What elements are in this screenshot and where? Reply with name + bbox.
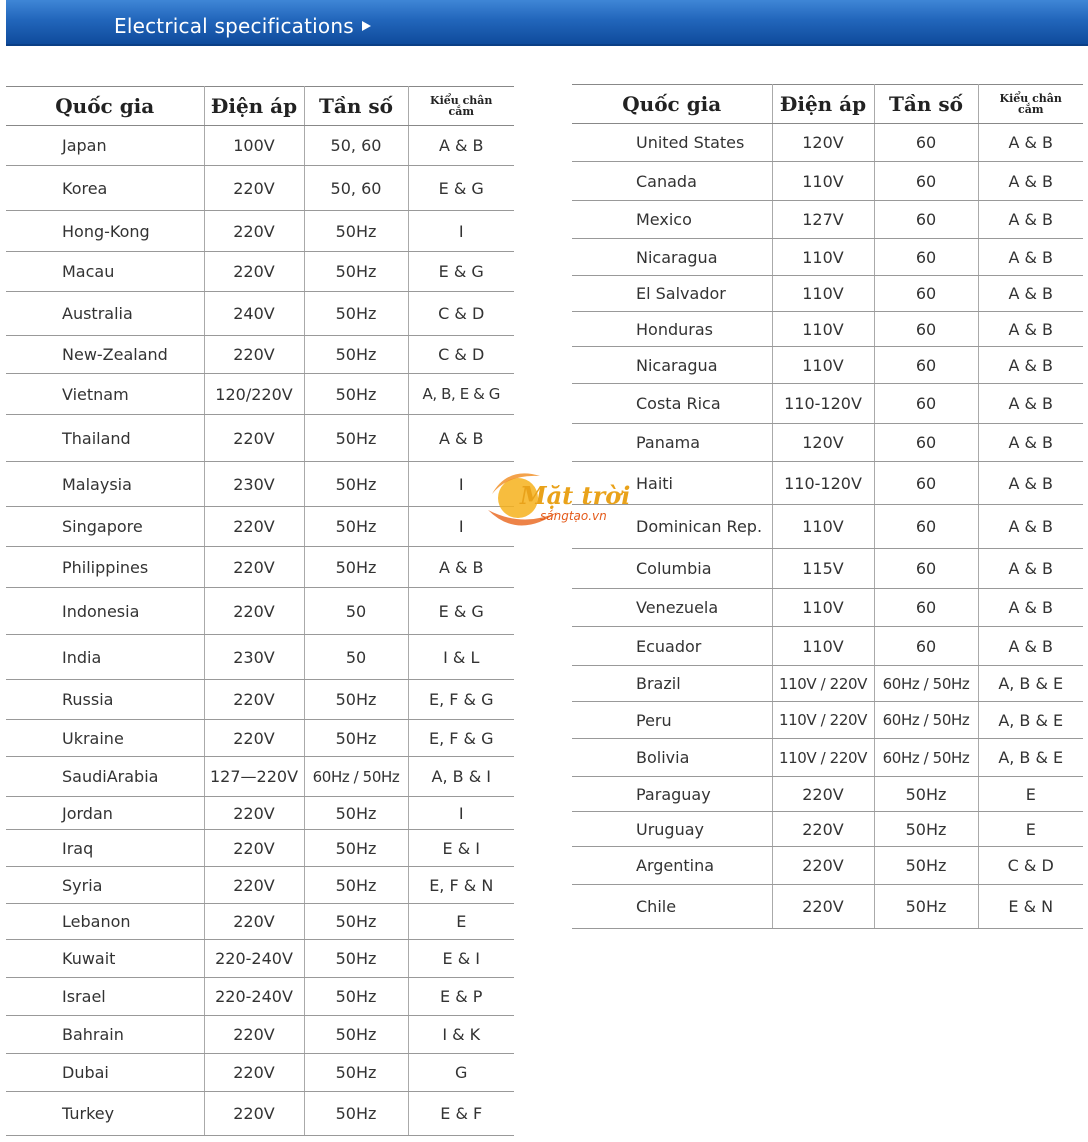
frequency-cell: 50Hz [304,415,408,462]
voltage-cell: 110-120V [772,384,874,424]
table-row [6,292,514,336]
plug-type-cell: E, F & G [408,680,514,720]
table-row [572,812,1083,847]
plug-type-cell: C & D [978,847,1083,885]
voltage-cell: 110V [772,239,874,276]
frequency-cell: 50Hz [304,374,408,415]
plug-type-cell: A, B & E [978,702,1083,739]
country-cell: Costa Rica [572,384,772,424]
country-cell: Russia [6,680,204,720]
header-frequency: Tần số [304,87,408,126]
voltage-cell: 220V [204,904,304,940]
frequency-cell: 60 [874,549,978,589]
plug-type-cell: G [408,1054,514,1092]
voltage-cell: 220V [204,336,304,374]
voltage-cell: 230V [204,635,304,680]
country-cell: Bahrain [6,1016,204,1054]
voltage-cell: 220V [204,547,304,588]
table-row [572,347,1083,384]
plug-type-cell: I [408,211,514,252]
frequency-cell: 50Hz [304,1092,408,1136]
frequency-cell: 60Hz / 50Hz [874,666,978,702]
table-row [6,336,514,374]
frequency-cell: 50, 60 [304,126,408,166]
frequency-cell: 50Hz [304,797,408,830]
frequency-cell: 60 [874,201,978,239]
spec-table-right [572,84,1083,929]
frequency-cell: 60 [874,347,978,384]
header-frequency: Tần số [874,85,978,124]
voltage-cell: 220V [204,211,304,252]
table-row [6,166,514,211]
table-row [572,462,1083,505]
frequency-cell: 50Hz [304,547,408,588]
voltage-cell: 240V [204,292,304,336]
country-cell: United States [572,124,772,162]
frequency-cell: 50 [304,635,408,680]
plug-type-cell: A, B, E & G [408,374,514,415]
table-row [6,635,514,680]
country-cell: Jordan [6,797,204,830]
table-row [6,1092,514,1136]
header-plug-type: Kiểu chân cắm [978,85,1083,124]
plug-type-cell: E & G [408,166,514,211]
country-cell: Hong-Kong [6,211,204,252]
plug-type-cell: A & B [978,505,1083,549]
frequency-cell: 60 [874,312,978,347]
plug-type-cell: A & B [978,627,1083,666]
voltage-cell: 220V [204,1016,304,1054]
frequency-cell: 60 [874,384,978,424]
table-row [6,126,514,166]
voltage-cell: 220V [204,680,304,720]
plug-type-cell: A, B & I [408,757,514,797]
frequency-cell: 50Hz [304,211,408,252]
table-row [572,384,1083,424]
frequency-cell: 60 [874,505,978,549]
voltage-cell: 220V [204,507,304,547]
frequency-cell: 60 [874,162,978,201]
spec-table-left [6,86,514,1136]
frequency-cell: 60Hz / 50Hz [304,757,408,797]
plug-type-cell: A & B [978,312,1083,347]
voltage-cell: 220V [772,812,874,847]
table-row [6,1054,514,1092]
voltage-cell: 220V [204,415,304,462]
table-row [572,201,1083,239]
country-cell: Macau [6,252,204,292]
plug-type-cell: I & K [408,1016,514,1054]
header-country: Quốc gia [572,85,772,124]
table-row [572,777,1083,812]
table-row [6,830,514,867]
header-voltage: Điện áp [204,87,304,126]
plug-type-cell: A & B [978,162,1083,201]
table-row [6,757,514,797]
table-row [572,424,1083,462]
plug-type-cell: A & B [978,201,1083,239]
sun-logo-watermark [478,460,638,550]
frequency-cell: 50Hz [874,812,978,847]
voltage-cell: 220V [204,830,304,867]
frequency-cell: 50Hz [304,940,408,978]
table-row [6,978,514,1016]
plug-type-cell: A, B & E [978,666,1083,702]
country-cell: Korea [6,166,204,211]
country-cell: Vietnam [6,374,204,415]
voltage-cell: 110V [772,162,874,201]
country-cell: India [6,635,204,680]
voltage-cell: 220-240V [204,978,304,1016]
table-row [6,904,514,940]
frequency-cell: 50Hz [304,720,408,757]
frequency-cell: 60Hz / 50Hz [874,739,978,777]
header-voltage: Điện áp [772,85,874,124]
plug-type-cell: E & I [408,830,514,867]
plug-type-cell: A & B [978,589,1083,627]
plug-type-cell: A & B [978,347,1083,384]
table-row [572,627,1083,666]
frequency-cell: 50Hz [304,1016,408,1054]
plug-type-cell: A & B [408,126,514,166]
country-cell: El Salvador [572,276,772,312]
country-cell: Syria [6,867,204,904]
voltage-cell: 110V [772,589,874,627]
country-cell: Ukraine [6,720,204,757]
frequency-cell: 50Hz [304,292,408,336]
country-cell: Indonesia [6,588,204,635]
voltage-cell: 220V [204,867,304,904]
voltage-cell: 100V [204,126,304,166]
plug-type-cell: E & G [408,252,514,292]
table-row [572,739,1083,777]
voltage-cell: 127—220V [204,757,304,797]
plug-type-cell: I [408,507,514,547]
plug-type-cell: E [978,777,1083,812]
country-cell: Malaysia [6,462,204,507]
frequency-cell: 50Hz [304,507,408,547]
frequency-cell: 50Hz [304,252,408,292]
voltage-cell: 110-120V [772,462,874,505]
country-cell: Canada [572,162,772,201]
table-row [6,507,514,547]
country-cell: Singapore [6,507,204,547]
arrow-right-icon [362,21,371,31]
table-header-row [6,87,514,126]
plug-type-cell: A & B [978,549,1083,589]
frequency-cell: 50Hz [304,336,408,374]
voltage-cell: 120V [772,424,874,462]
table-row [6,415,514,462]
country-cell: New-Zealand [6,336,204,374]
frequency-cell: 50Hz [304,904,408,940]
plug-type-cell: E, F & N [408,867,514,904]
table-row [572,589,1083,627]
country-cell: Lebanon [6,904,204,940]
country-cell: Haiti [572,462,772,505]
table-row [572,549,1083,589]
country-cell: Honduras [572,312,772,347]
table-row [572,847,1083,885]
voltage-cell: 220V [204,1054,304,1092]
table-row [6,211,514,252]
watermark-title: Mặt trời [520,481,631,510]
frequency-cell: 50 [304,588,408,635]
country-cell: Argentina [572,847,772,885]
voltage-cell: 220V [204,166,304,211]
plug-type-cell: E & I [408,940,514,978]
voltage-cell: 110V [772,627,874,666]
voltage-cell: 230V [204,462,304,507]
plug-type-cell: A & B [408,547,514,588]
frequency-cell: 50Hz [874,777,978,812]
plug-type-cell: I [408,462,514,507]
frequency-cell: 50Hz [304,462,408,507]
plug-type-cell: E & N [978,885,1083,929]
watermark-subtitle: sángtạo.vn [540,509,607,523]
country-cell: Thailand [6,415,204,462]
voltage-cell: 120V [772,124,874,162]
plug-type-cell: A & B [408,415,514,462]
section-banner [6,0,1088,46]
table-row [572,162,1083,201]
plug-type-cell: E & F [408,1092,514,1136]
table-row [6,940,514,978]
country-cell: SaudiArabia [6,757,204,797]
country-cell: Dubai [6,1054,204,1092]
plug-type-cell: I [408,797,514,830]
plug-type-cell: E [408,904,514,940]
plug-type-cell: A, B & E [978,739,1083,777]
frequency-cell: 50Hz [304,867,408,904]
table-row [572,505,1083,549]
voltage-cell: 220-240V [204,940,304,978]
country-cell: Peru [572,702,772,739]
voltage-cell: 115V [772,549,874,589]
country-cell: Brazil [572,666,772,702]
table-row [6,547,514,588]
frequency-cell: 60 [874,589,978,627]
plug-type-cell: E & G [408,588,514,635]
country-cell: Mexico [572,201,772,239]
plug-type-cell: A & B [978,424,1083,462]
voltage-cell: 220V [204,588,304,635]
table-row [572,239,1083,276]
frequency-cell: 50Hz [874,847,978,885]
header-country: Quốc gia [6,87,204,126]
frequency-cell: 60 [874,276,978,312]
table-row [6,720,514,757]
country-cell: Ecuador [572,627,772,666]
table-row [6,252,514,292]
plug-type-cell: C & D [408,336,514,374]
plug-type-cell: A & B [978,462,1083,505]
voltage-cell: 220V [772,885,874,929]
country-cell: Bolivia [572,739,772,777]
frequency-cell: 60 [874,627,978,666]
frequency-cell: 60Hz / 50Hz [874,702,978,739]
voltage-cell: 110V / 220V [772,739,874,777]
country-cell: Kuwait [6,940,204,978]
table-row [572,276,1083,312]
country-cell: Philippines [6,547,204,588]
plug-type-cell: E [978,812,1083,847]
plug-type-cell: C & D [408,292,514,336]
plug-type-cell: A & B [978,124,1083,162]
frequency-cell: 50Hz [304,1054,408,1092]
table-row [572,666,1083,702]
voltage-cell: 110V [772,505,874,549]
country-cell: Columbia [572,549,772,589]
table-row [6,867,514,904]
voltage-cell: 220V [204,1092,304,1136]
table-row [6,588,514,635]
country-cell: Iraq [6,830,204,867]
frequency-cell: 60 [874,124,978,162]
voltage-cell: 127V [772,201,874,239]
country-cell: Nicaragua [572,347,772,384]
voltage-cell: 220V [772,847,874,885]
country-cell: Turkey [6,1092,204,1136]
country-cell: Nicaragua [572,239,772,276]
plug-type-cell: E & P [408,978,514,1016]
frequency-cell: 50Hz [304,680,408,720]
frequency-cell: 50Hz [304,830,408,867]
plug-type-cell: A & B [978,239,1083,276]
voltage-cell: 110V [772,347,874,384]
table-header-row [572,85,1083,124]
country-cell: Australia [6,292,204,336]
section-title: Electrical specifications [114,14,371,38]
country-cell: Chile [572,885,772,929]
voltage-cell: 110V / 220V [772,666,874,702]
plug-type-cell: I & L [408,635,514,680]
table-row [572,312,1083,347]
voltage-cell: 110V [772,276,874,312]
table-row [6,797,514,830]
voltage-cell: 220V [204,720,304,757]
header-plug-type: Kiểu chân cắm [408,87,514,126]
country-cell: Dominican Rep. [572,505,772,549]
table-row [6,374,514,415]
country-cell: Uruguay [572,812,772,847]
country-cell: Venezuela [572,589,772,627]
frequency-cell: 60 [874,239,978,276]
voltage-cell: 110V / 220V [772,702,874,739]
country-cell: Panama [572,424,772,462]
voltage-cell: 120/220V [204,374,304,415]
table-row [6,462,514,507]
voltage-cell: 110V [772,312,874,347]
frequency-cell: 60 [874,424,978,462]
table-row [572,885,1083,929]
table-row [6,680,514,720]
voltage-cell: 220V [772,777,874,812]
country-cell: Paraguay [572,777,772,812]
frequency-cell: 50Hz [874,885,978,929]
voltage-cell: 220V [204,797,304,830]
plug-type-cell: A & B [978,276,1083,312]
country-cell: Japan [6,126,204,166]
table-row [6,1016,514,1054]
country-cell: Israel [6,978,204,1016]
frequency-cell: 50, 60 [304,166,408,211]
table-row [572,124,1083,162]
frequency-cell: 50Hz [304,978,408,1016]
voltage-cell: 220V [204,252,304,292]
table-row [572,702,1083,739]
frequency-cell: 60 [874,462,978,505]
plug-type-cell: A & B [978,384,1083,424]
plug-type-cell: E, F & G [408,720,514,757]
